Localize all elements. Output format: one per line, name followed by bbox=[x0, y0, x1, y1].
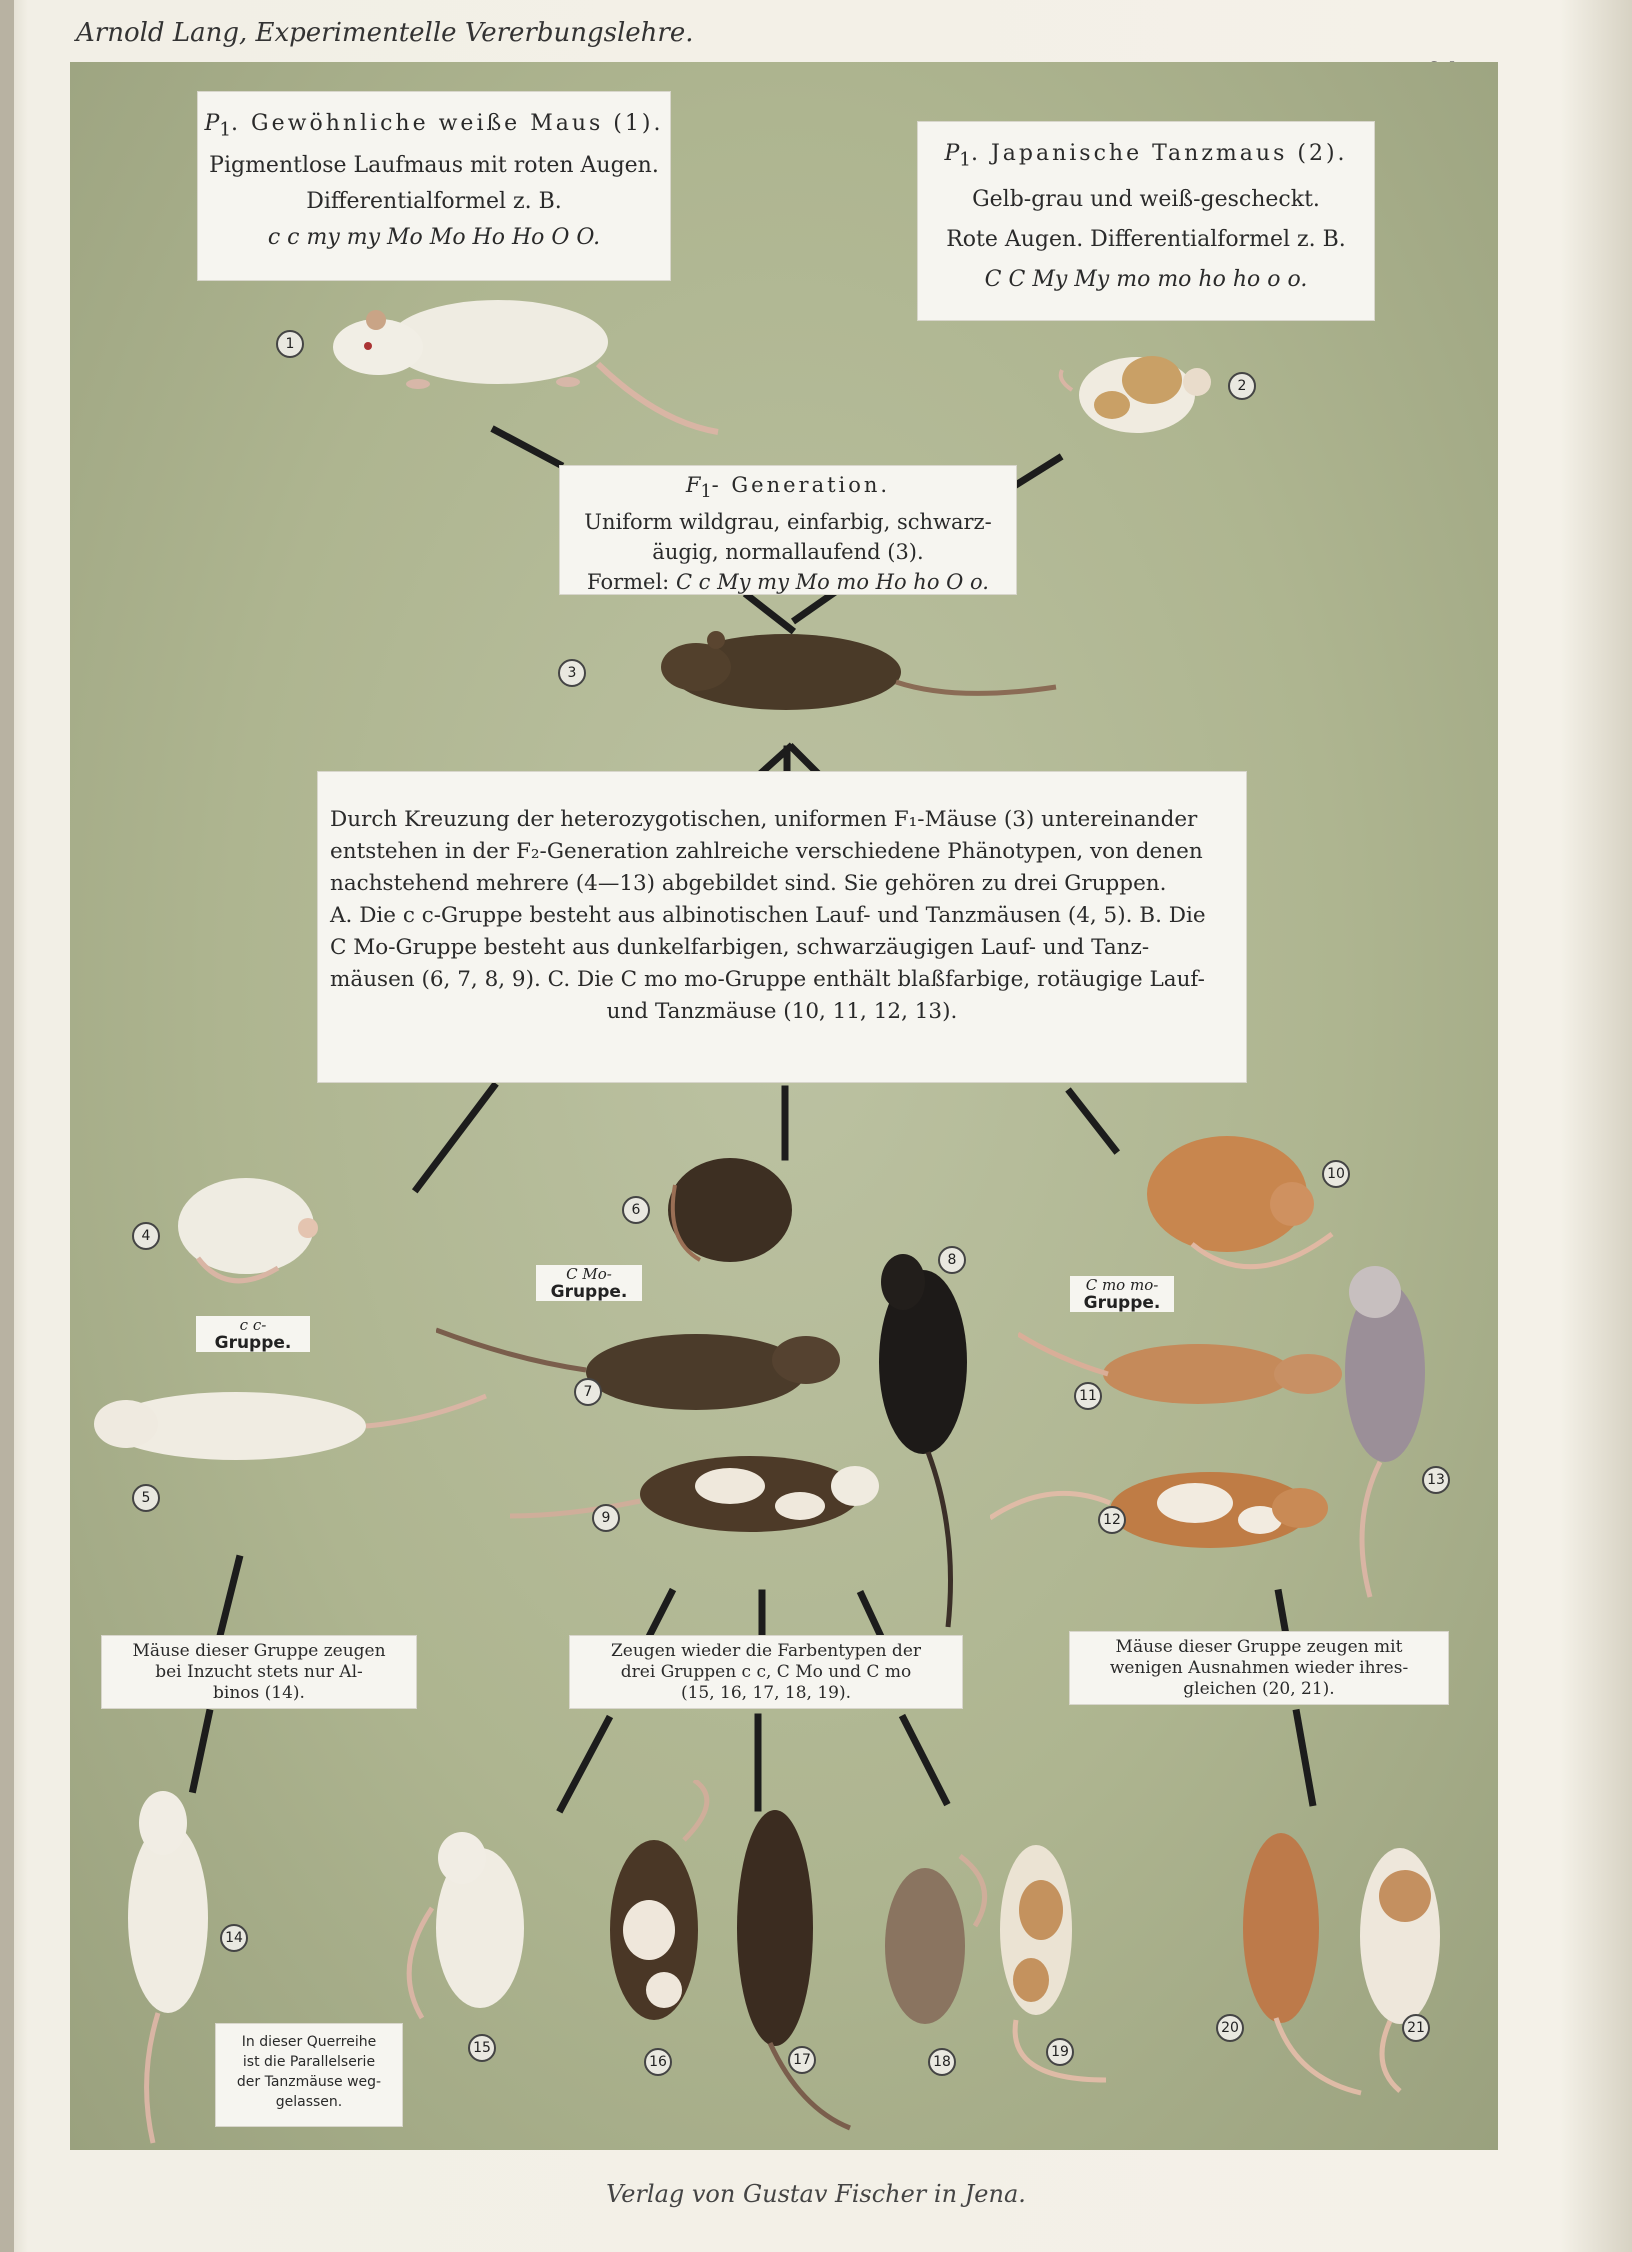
dancing-mice-omitted-note: In dieser Querreihe ist die Parallelserie der Tanzmäuse weg- gelassen. bbox=[216, 2024, 402, 2126]
specimen-number-9: 9 bbox=[592, 1504, 620, 1532]
mouse-4-albino bbox=[168, 1158, 328, 1298]
offspring-note-albinos: Mäuse dieser Gruppe zeugen bei Inzucht stets nur Al- binos (14). bbox=[102, 1636, 416, 1708]
specimen-number-10: 10 bbox=[1322, 1160, 1350, 1188]
specimen-number-17: 17 bbox=[788, 2046, 816, 2074]
mouse-10-yellow-dancing bbox=[1132, 1124, 1342, 1284]
specimen-number-3: 3 bbox=[558, 659, 586, 687]
offspring-note-colortypes: Zeugen wieder die Farbentypen der drei Gruppen c c, C Mo und C mo (15, 16, 17, 18, 19). bbox=[570, 1636, 962, 1708]
group-label-cc: c c- Gruppe. bbox=[196, 1316, 310, 1352]
specimen-number-14: 14 bbox=[220, 1924, 248, 1952]
mouse-7-dark-running bbox=[436, 1310, 844, 1430]
specimen-number-1: 1 bbox=[276, 330, 304, 358]
mouse-18-grey-offspring bbox=[880, 1846, 1000, 2056]
specimen-number-13: 13 bbox=[1422, 1466, 1450, 1494]
mouse-14-albino-offspring bbox=[118, 1788, 218, 2148]
specimen-number-20: 20 bbox=[1216, 2014, 1244, 2042]
connector-line bbox=[759, 1590, 766, 1638]
mouse-2-japanese-dancing bbox=[1052, 330, 1222, 445]
f2-generation-description: Durch Kreuzung der heterozygotischen, uniformen F₁-Mäuse (3) untereinander entstehen in der F₂-Generation zahlreiche verschiedene Phänotypen, von denen nachstehend mehrere (4—13) abgebildet sind. Sie gehören zu drei Gruppen. A. Die c c-Gruppe besteht aus albinotischen Lauf- und Tanzmäusen (4, 5). B. Die C Mo-Gruppe besteht aus dunkelfarbigen, schwarzäugigen Lauf- und Tanz- mäusen (6, 7, 8, 9). C. Die C mo mo-Gruppe enthält blaßfarbige, rotäugige Lauf- und Tanzmäuse (10, 11, 12, 13). bbox=[318, 772, 1246, 1082]
connector-line bbox=[755, 1714, 762, 1812]
group-label-cmomo: C mo mo- Gruppe. bbox=[1070, 1276, 1174, 1312]
mouse-8-black bbox=[868, 1252, 978, 1632]
specimen-number-8: 8 bbox=[938, 1246, 966, 1274]
p1-white-mouse-label: $P_1$. Gewöhnliche weiße Maus (1). Pigmentlose Laufmaus mit roten Augen. Differentialformel z. B. c c my my Mo Mo Ho Ho O O. bbox=[198, 92, 670, 280]
mouse-5-albino bbox=[86, 1376, 496, 1476]
page-spine-shadow bbox=[0, 0, 14, 2252]
mouse-3-f1-wildgrey bbox=[656, 622, 1066, 732]
mouse-1-white-running bbox=[318, 282, 738, 452]
publisher-footer: Verlag von Gustav Fischer in Jena. bbox=[606, 2180, 1026, 2208]
group-label-cmo: C Mo- Gruppe. bbox=[536, 1265, 642, 1301]
mouse-15-albino-offspring bbox=[392, 1828, 532, 2028]
mouse-16-piebald-offspring bbox=[594, 1780, 734, 2040]
specimen-number-16: 16 bbox=[644, 2048, 672, 2076]
mouse-21-pale-piebald-offspring bbox=[1350, 1836, 1450, 2096]
f1-generation-label: $F_1-$ Generation. Uniform wildgrau, einfarbig, schwarz- äugig, normallaufend (3). Formel: C c My my Mo mo Ho ho O o. bbox=[560, 466, 1016, 594]
specimen-number-6: 6 bbox=[622, 1196, 650, 1224]
specimen-number-19: 19 bbox=[1046, 2038, 1074, 2066]
mouse-17-dark-offspring bbox=[730, 1808, 860, 2138]
running-header: Arnold Lang, Experimentelle Vererbungslehre. bbox=[76, 18, 694, 48]
offspring-note-pale: Mäuse dieser Gruppe zeugen mit wenigen Ausnahmen wieder ihres- gleichen (20, 21). bbox=[1070, 1632, 1448, 1704]
mouse-12-yellow-piebald bbox=[990, 1458, 1330, 1568]
mouse-11-yellow-running bbox=[1018, 1324, 1348, 1424]
specimen-number-2: 2 bbox=[1228, 372, 1256, 400]
mouse-13-pale-grey bbox=[1330, 1262, 1440, 1602]
mouse-6-dark-dancing bbox=[660, 1150, 796, 1270]
mouse-20-pale-offspring bbox=[1236, 1818, 1366, 2098]
specimen-number-18: 18 bbox=[928, 2048, 956, 2076]
specimen-number-4: 4 bbox=[132, 1222, 160, 1250]
specimen-number-11: 11 bbox=[1074, 1382, 1102, 1410]
mouse-9-piebald bbox=[510, 1446, 880, 1546]
specimen-number-12: 12 bbox=[1098, 1506, 1126, 1534]
p1-dancing-mouse-label: $P_1$. Japanische Tanzmaus (2). Gelb-grau und weiß-gescheckt. Rote Augen. Differentialformel z. B. C C My My mo mo ho ho o o. bbox=[918, 122, 1374, 320]
specimen-number-5: 5 bbox=[132, 1484, 160, 1512]
specimen-number-15: 15 bbox=[468, 2034, 496, 2062]
specimen-number-7: 7 bbox=[574, 1378, 602, 1406]
specimen-number-21: 21 bbox=[1402, 2014, 1430, 2042]
